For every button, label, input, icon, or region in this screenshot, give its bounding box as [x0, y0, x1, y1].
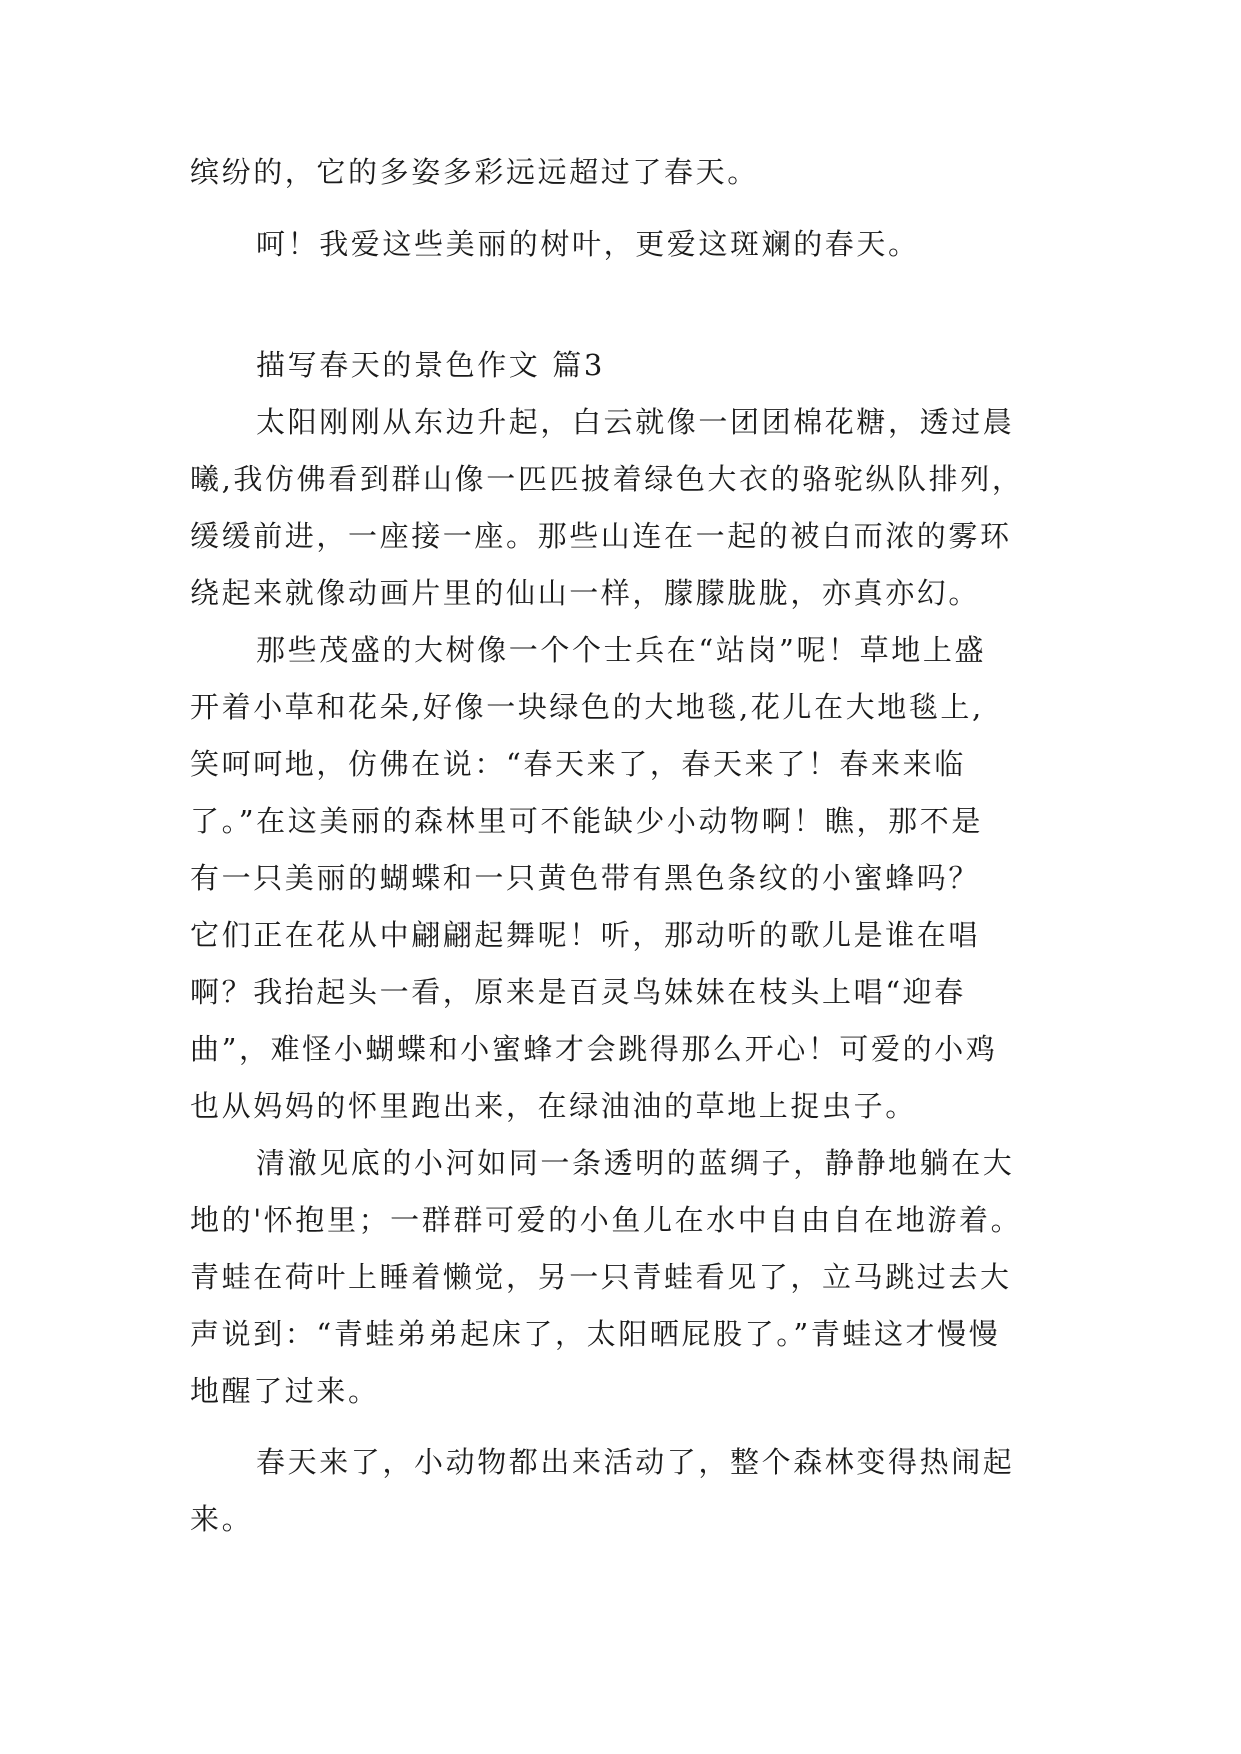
text-line: 曦,我仿佛看到群山像一匹匹披着绿色大衣的骆驼纵队排列， [190, 462, 1024, 496]
text-line: 开着小草和花朵,好像一块绿色的大地毯,花儿在大地毯上, [190, 690, 984, 724]
text-line: 地的'怀抱里；一群群可爱的小鱼儿在水中自由自在地游着。 [190, 1203, 1023, 1237]
text-line: 太阳刚刚从东边升起，白云就像一团团棉花糖，透过晨 [256, 405, 1015, 439]
text-line: 也从妈妈的怀里跑出来，在绿油油的草地上捉虫子。 [190, 1089, 917, 1123]
text-line: 它们正在花从中翩翩起舞呢！听，那动听的歌儿是谁在唱 [190, 918, 981, 952]
section-heading: 描写春天的景色作文 篇3 [256, 348, 605, 382]
text-line: 呵！我爱这些美丽的树叶，更爱这斑斓的春天。 [256, 227, 920, 261]
text-line: 笑呵呵地，仿佛在说：“春天来了，春天来了！春来来临 [190, 747, 966, 781]
text-line: 青蛙在荷叶上睡着懒觉，另一只青蛙看见了，立马跳过去大 [190, 1260, 1012, 1294]
text-line: 了。”在这美丽的森林里可不能缺少小动物啊！瞧，那不是 [190, 804, 983, 838]
text-line: 清澈见底的小河如同一条透明的蓝绸子，静静地躺在大 [256, 1146, 1015, 1180]
text-line: 缓缓前进，一座接一座。那些山连在一起的被白而浓的雾环 [190, 519, 1012, 553]
text-line: 春天来了，小动物都出来活动了，整个森林变得热闹起 [256, 1445, 1015, 1479]
text-line: 地醒了过来。 [190, 1374, 380, 1408]
text-line: 曲”，难怪小蝴蝶和小蜜蜂才会跳得那么开心！可爱的小鸡 [190, 1032, 998, 1066]
text-line: 声说到：“青蛙弟弟起床了，太阳晒屁股了。”青蛙这才慢慢 [190, 1317, 1001, 1351]
text-line: 有一只美丽的蝴蝶和一只黄色带有黑色条纹的小蜜蜂吗？ [190, 861, 981, 895]
text-line: 那些茂盛的大树像一个个士兵在“站岗”呢！草地上盛 [256, 633, 987, 667]
text-line: 啊？我抬起头一看，原来是百灵鸟妹妹在枝头上唱“迎春 [190, 975, 966, 1009]
text-line: 来。 [190, 1502, 254, 1536]
text-line: 缤纷的，它的多姿多彩远远超过了春天。 [190, 155, 759, 189]
text-line: 绕起来就像动画片里的仙山一样，朦朦胧胧，亦真亦幻。 [190, 576, 981, 610]
